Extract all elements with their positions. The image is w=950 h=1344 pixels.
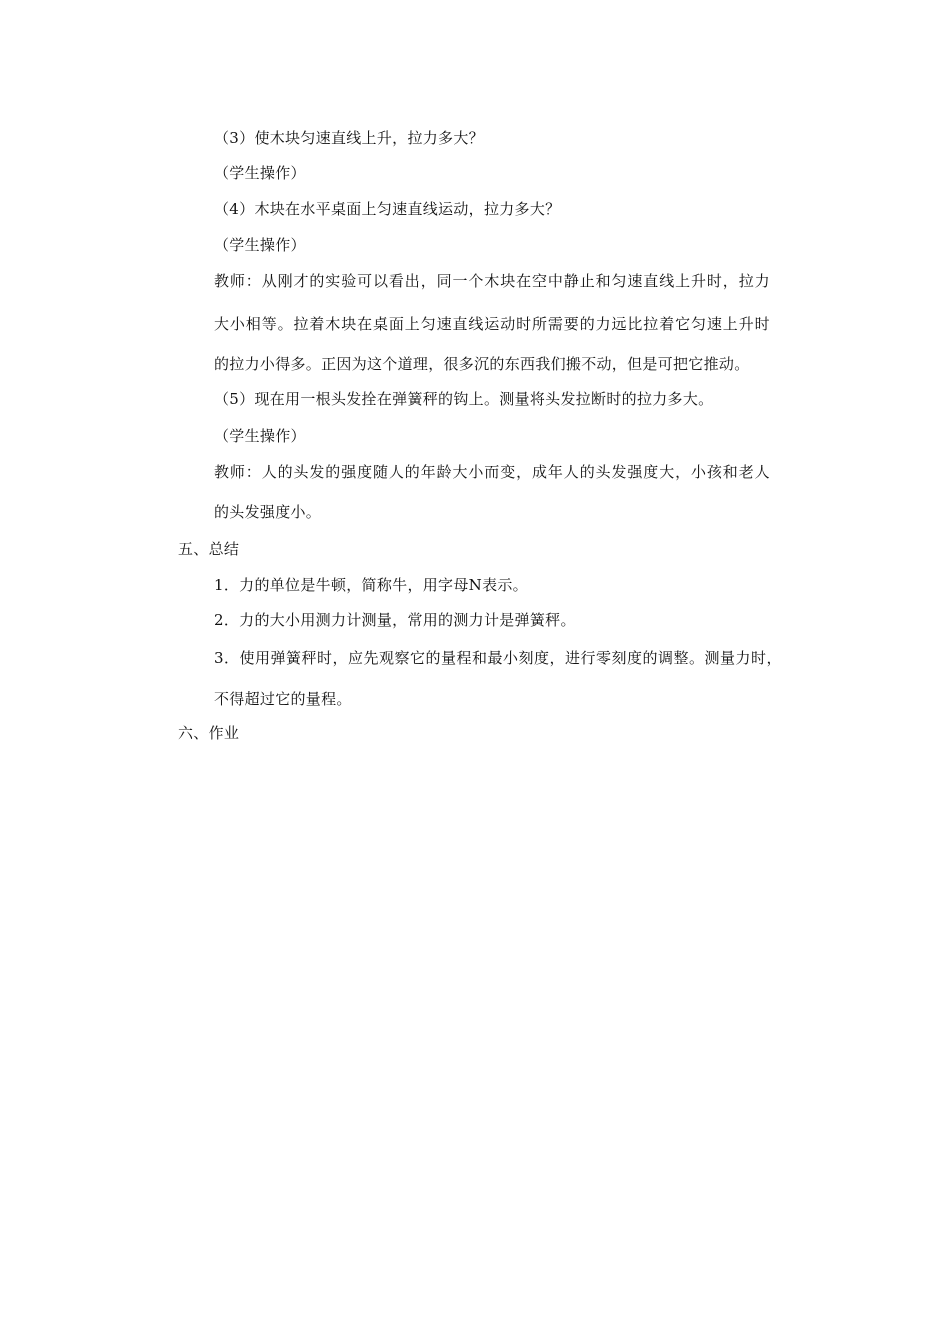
summary-heading: 五、总结	[178, 540, 240, 558]
teacher-remark-1-line-2: 大小相等。拉着木块在桌面上匀速直线运动时所需要的力远比拉着它匀速上升时	[214, 315, 771, 333]
summary-item-1: 1．力的单位是牛顿，简称牛，用字母N表示。	[214, 576, 528, 594]
teacher-remark-2-line-2: 的头发强度小。	[214, 503, 322, 521]
student-operation-3: （学生操作）	[214, 164, 306, 182]
question-3: （3）使木块匀速直线上升，拉力多大？	[214, 129, 484, 147]
homework-heading: 六、作业	[178, 724, 240, 742]
teacher-remark-1-line-3: 的拉力小得多。正因为这个道理，很多沉的东西我们搬不动，但是可把它推动。	[214, 355, 750, 373]
summary-item-3-line-2: 不得超过它的量程。	[214, 690, 352, 708]
summary-item-2: 2．力的大小用测力计测量，常用的测力计是弹簧秤。	[214, 611, 576, 629]
summary-item-3-line-1: 3．使用弹簧秤时，应先观察它的量程和最小刻度，进行零刻度的调整。测量力时，	[214, 649, 783, 667]
question-4: （4）木块在水平桌面上匀速直线运动，拉力多大？	[214, 200, 561, 218]
question-5: （5）现在用一根头发拴在弹簧秤的钩上。测量将头发拉断时的拉力多大。	[214, 390, 714, 408]
student-operation-4: （学生操作）	[214, 236, 306, 254]
teacher-remark-1-line-1: 教师：从刚才的实验可以看出，同一个木块在空中静止和匀速直线上升时，拉力	[214, 272, 771, 290]
teacher-remark-2-line-1: 教师：人的头发的强度随人的年龄大小而变，成年人的头发强度大，小孩和老人	[214, 463, 771, 481]
student-operation-5: （学生操作）	[214, 427, 306, 445]
